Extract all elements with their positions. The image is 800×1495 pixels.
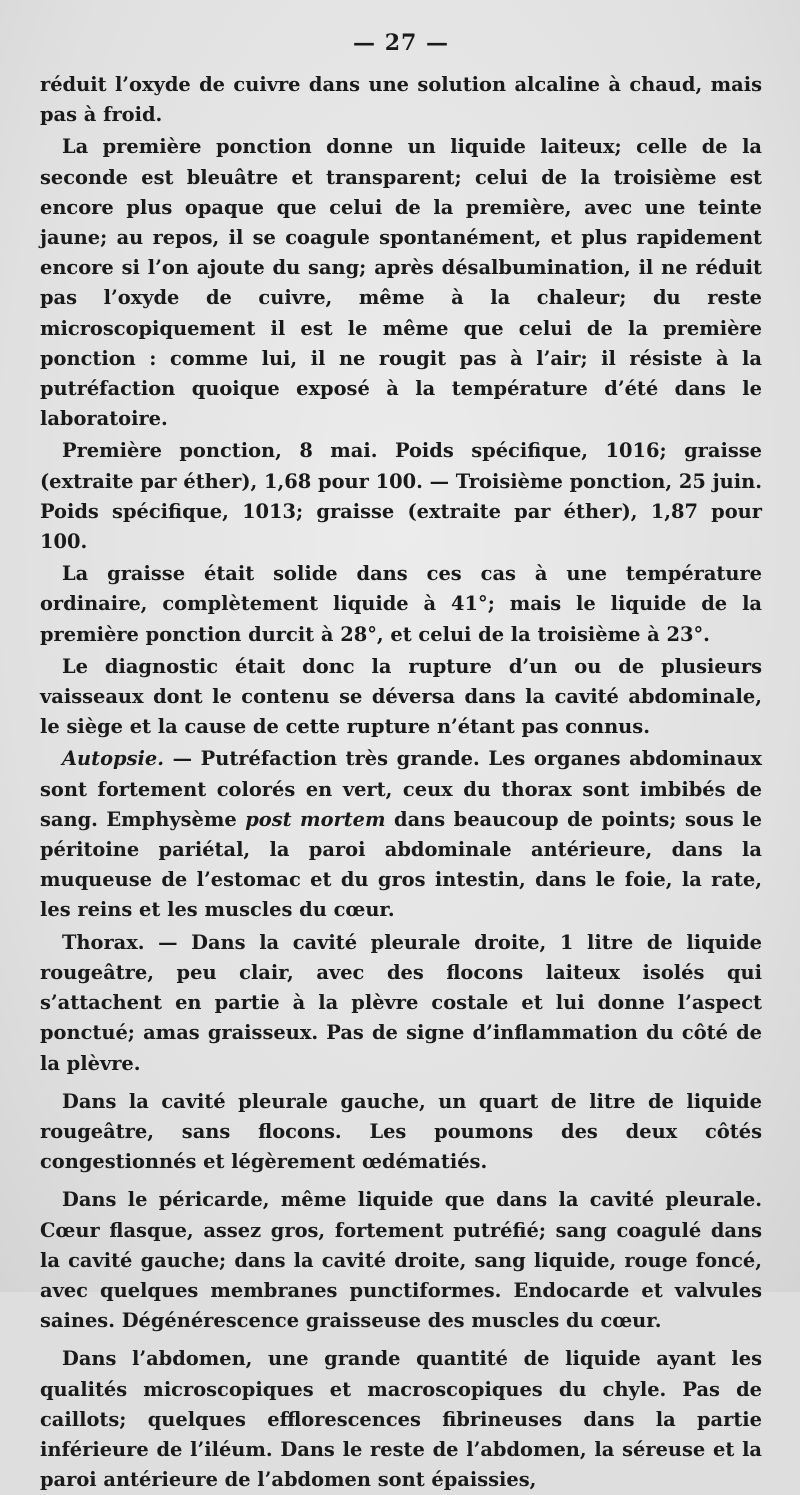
paragraph-pericardium: Dans le péricarde, même liquide que dans la cavité pleurale. Cœur flasque, assez gros, fortement putréfié; sang coagulé dans la cavité gauche; dans la cavité droite, sang liquide, rouge foncé, avec quelques membranes punctiformes. Endocarde et valvules saines. Dégénérescence graisseuse des muscles du cœur. bbox=[40, 1188, 762, 1333]
paragraph-abdomen: Dans l’abdomen, une grande quantité de liquide ayant les qualités microscopiques et macroscopiques du chyle. Pas de caillots; quelques efflorescences fibrineuses dans la partie inférieure de l’iléum. Dans le reste de l’abdomen, la séreuse et la paroi antérieure de l’abdomen sont épaissies, bbox=[40, 1347, 762, 1492]
paragraph-fat: La graisse était solide dans ces cas à une température ordinaire, complètement liquide à 41°; mais le liquide de la première ponction durcit à 28°, et celui de la troisième à 23°. bbox=[40, 562, 762, 646]
autopsy-text: — Putréfaction très grande. Les organes abdominaux sont fortement colorés en vert, ceux du thorax sont imbibés de sang. Emphysème bbox=[40, 747, 762, 831]
autopsy-heading: Autopsie. bbox=[62, 747, 164, 771]
paragraph-diagnosis: Le diagnostic était donc la rupture d’un ou de plusieurs vaisseaux dont le contenu se déversa dans la cavité abdominale, le siège et la cause de cette rupture n’étant pas connus. bbox=[40, 654, 762, 739]
autopsy-text-tail: dans beaucoup de points; sous le péritoine pariétal, la paroi abdominale antérieure, dans la muqueuse de l’estomac et du gros intestin, dans le foie, la rate, les reins et les muscles du cœur. bbox=[40, 807, 763, 922]
post-mortem-term: post mortem bbox=[245, 807, 386, 831]
paragraph-autopsy bbox=[40, 744, 762, 925]
paragraph-first-puncture: La première ponction donne un liquide laiteux; celle de la seconde est bleuâtre et transparent; celui de la troisième est encore plus opaque que celui de la première, avec une teinte jaune; au repos, il se coagule spontanément, et plus rapidement encore si l’on ajoute du sang; après désalbumination, il ne réduit pas l’oxyde de cuivre, même à la chaleur; du reste microscopiquement il est le même que celui de la première ponction : comme lui, il ne rougit pas à l’air; il résiste à la putréfaction quoique exposé à la température d’été dans le laboratoire. bbox=[40, 135, 762, 431]
page-number: — 27 — bbox=[353, 30, 449, 56]
paragraph-left-pleura: Dans la cavité pleurale gauche, un quart de litre de liquide rougeâtre, sans flocons. Les poumons des deux côtés congestionnés et légèrement œdématiés. bbox=[40, 1089, 762, 1174]
paragraph-thorax: Thorax. — Dans la cavité pleurale droite, 1 litre de liquide rougeâtre, peu clair, avec des flocons laiteux isolés qui s’attachent en partie à la plèvre costale et lui donne l’aspect ponctué; amas graisseux. Pas de signe d’inflammation du côté de la plèvre. bbox=[40, 930, 762, 1075]
paragraph-continued: réduit l’oxyde de cuivre dans une solution alcaline à chaud, mais pas à froid. bbox=[40, 73, 762, 127]
paragraph-specific-weight: Première ponction, 8 mai. Poids spécifique, 1016; graisse (extraite par éther), 1,68 pour 100. — Troisième ponction, 25 juin. Poids spécifique, 1013; graisse (extraite par éther), 1,87 pour 100. bbox=[40, 439, 762, 554]
